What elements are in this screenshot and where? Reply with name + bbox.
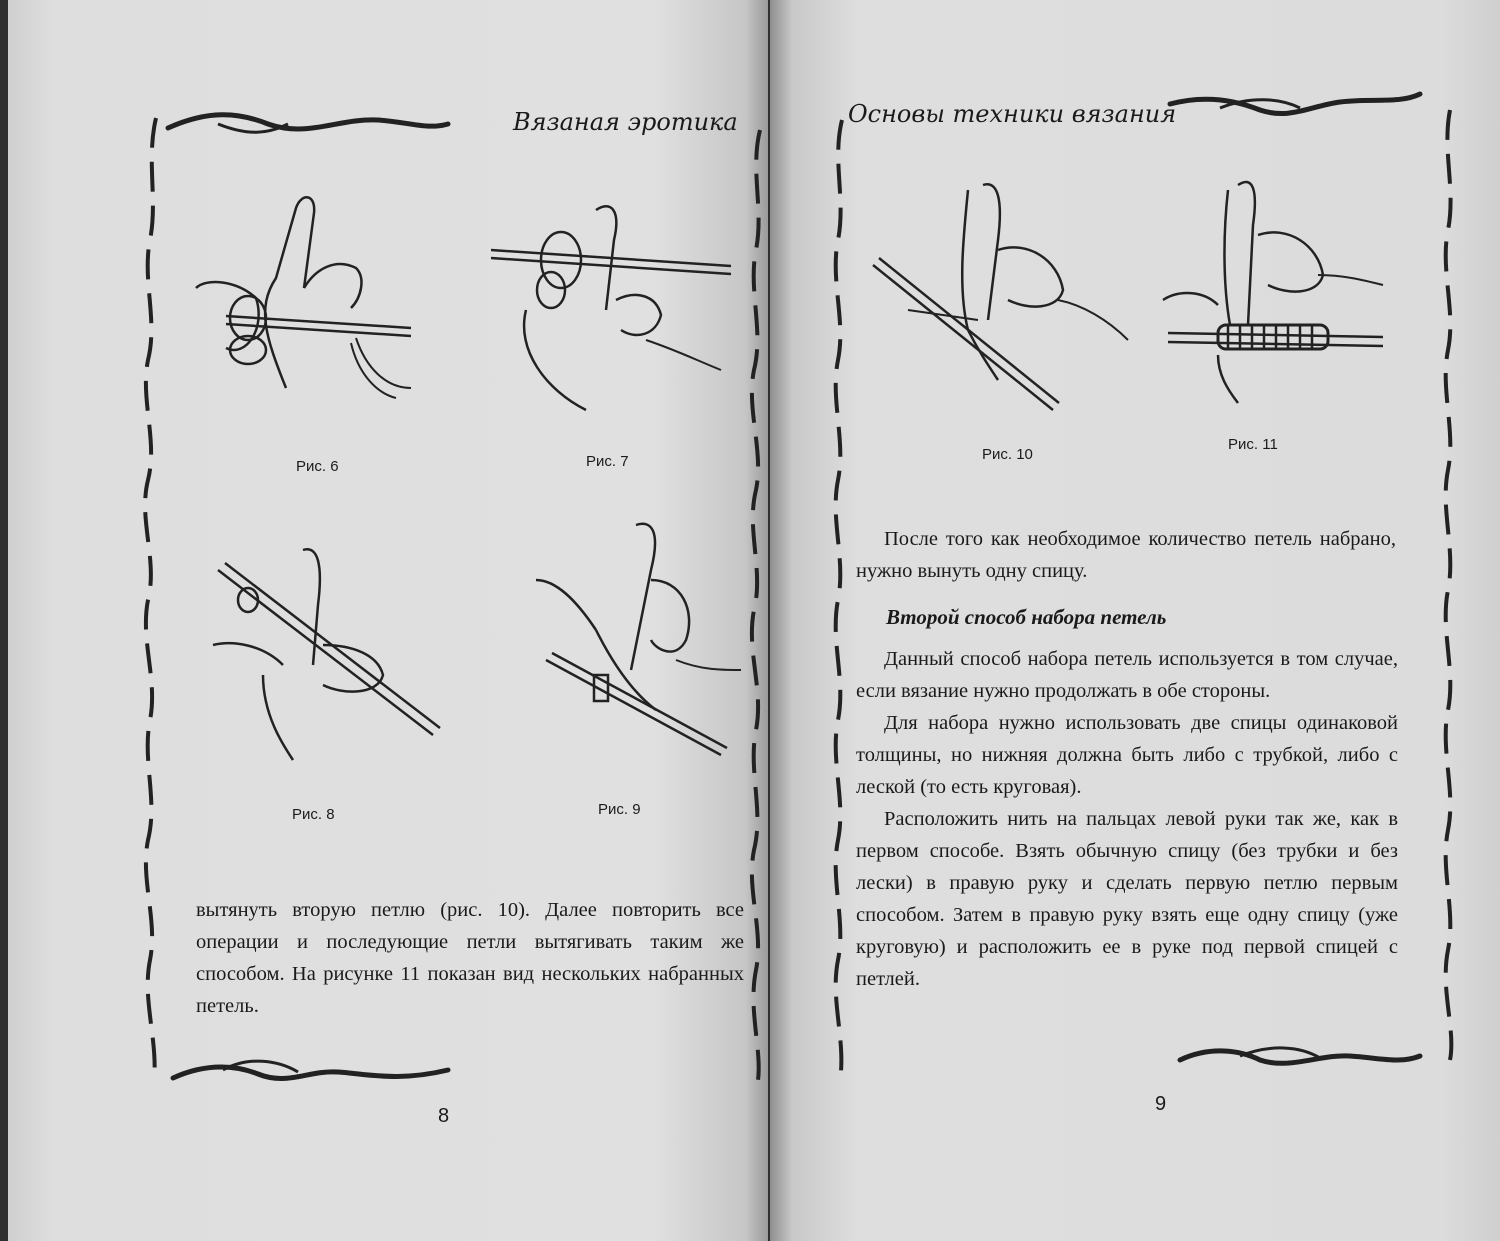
section-subheading: Второй способ набора петель (886, 605, 1167, 629)
figure-8-illustration (203, 545, 443, 775)
figure-10-illustration (868, 180, 1138, 420)
running-head: Вязаная эротика (513, 108, 738, 136)
right-page (770, 0, 1500, 1241)
figure-6-caption: Рис. 6 (296, 458, 339, 475)
paragraph-3: Расположить нить на пальцах левой руки так же, как в первом способе. Взять обычную спицу (без трубки и без лески) в правую руку и сделать первую петлю первым способом. Затем в правую руку взять еще одну спицу (уже круговую) и расположить ее в руке под первой спицей с петлей. (856, 808, 1398, 990)
left-page-paragraph (196, 894, 744, 1022)
paragraph-1: Данный способ набора петель используется в том случае, если вязание нужно продолжать в обе стороны. (856, 648, 1398, 702)
left-page (8, 0, 768, 1241)
page-number: 9 (1155, 1093, 1167, 1115)
paragraph-text: вытянуть вторую петлю (рис. 10). Далее повторить все операции и последующие петли вытягивать таким же способом. На рисунке 11 показан вид нескольких набранных петель. (196, 899, 744, 1017)
figure-9-illustration (526, 520, 746, 770)
figure-11-caption: Рис. 11 (1228, 436, 1278, 453)
paragraph-2: Для набора нужно использовать две спицы одинаковой толщины, но нижняя должна быть либо с трубкой, либо с леской (то есть круговая). (856, 712, 1398, 798)
figure-7-caption: Рис. 7 (586, 453, 629, 470)
figure-11-illustration (1158, 175, 1388, 405)
figure-6-illustration (186, 188, 426, 418)
running-head: Основы техники вязания (848, 100, 1177, 128)
page-number: 8 (438, 1105, 450, 1127)
figure-9-caption: Рис. 9 (598, 801, 641, 818)
intro-paragraph (856, 523, 1396, 587)
figure-10-caption: Рис. 10 (982, 446, 1033, 463)
figure-7-illustration (486, 200, 736, 430)
figure-8-caption: Рис. 8 (292, 806, 335, 823)
intro-text: После того как необходимое количество петель набрано, нужно вынуть одну спицу. (856, 528, 1396, 582)
right-page-body (856, 643, 1398, 995)
